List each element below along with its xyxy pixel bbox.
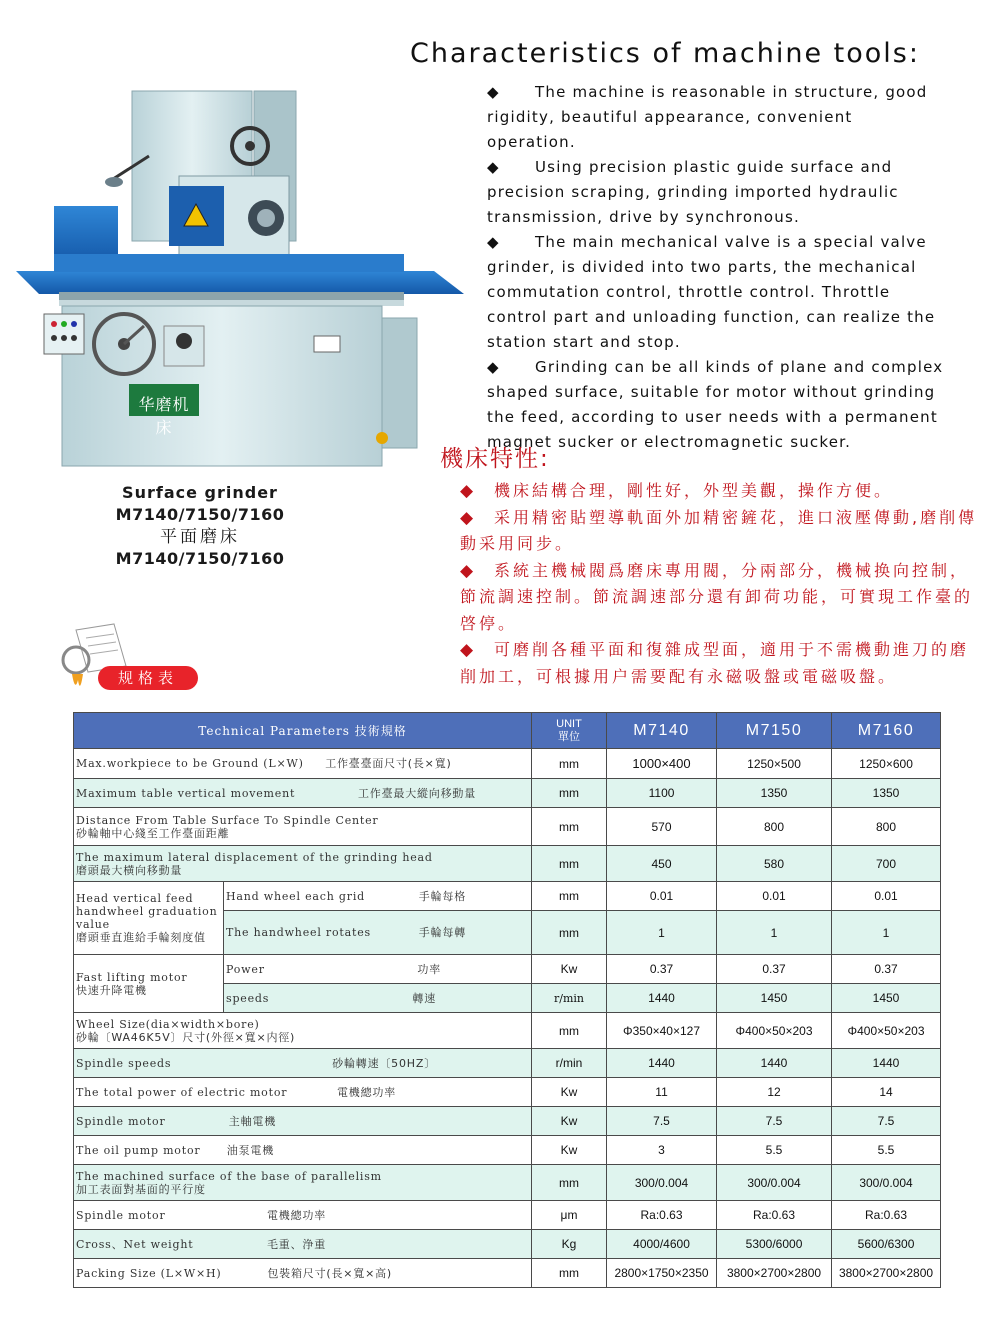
unit-cell: mm — [532, 749, 607, 779]
unit-cell: Kw — [532, 955, 607, 984]
value-cell: 1100 — [607, 779, 717, 808]
value-cell: Ra:0.63 — [607, 1201, 717, 1230]
table-row — [74, 1201, 941, 1230]
table-row — [74, 955, 941, 984]
unit-cell: mm — [532, 1259, 607, 1288]
table-row — [74, 846, 941, 882]
control-panel — [44, 314, 84, 354]
table-row — [74, 1107, 941, 1136]
unit-cell: mm — [532, 1165, 607, 1201]
unit-cell: Kw — [532, 1078, 607, 1107]
table-row — [74, 1230, 941, 1259]
diamond-bullet-icon: ◆ — [487, 233, 500, 251]
param-sub-cell: Hand wheel each grid 手輪每格 — [224, 882, 532, 911]
value-cell: 300/0.004 — [717, 1165, 832, 1201]
caption-model-cn: M7140/7150/7160 — [115, 549, 285, 568]
unit-cell: mm — [532, 911, 607, 955]
value-cell: 580 — [717, 846, 832, 882]
characteristics-item: ◆ Grinding can be all kinds of plane and complex shaped surface, suitable for motor without grinding the feed, according to user needs with a permanent magnet sucker or electromagnetic sucker. — [487, 355, 947, 455]
value-cell: 800 — [717, 808, 832, 846]
value-cell: 1440 — [717, 1049, 832, 1078]
value-cell: 5.5 — [717, 1136, 832, 1165]
param-group-cell: Fast lifting motor 快速升降電機 — [74, 955, 224, 1013]
value-cell: 800 — [832, 808, 941, 846]
value-cell: 4000/4600 — [607, 1230, 717, 1259]
value-cell: 0.37 — [832, 955, 941, 984]
value-cell: 1250×600 — [832, 749, 941, 779]
caption-model-en: M7140/7150/7160 — [115, 505, 285, 524]
table-row — [74, 882, 941, 911]
param-cell: The machined surface of the base of parallelism 加工表面對基面的平行度 — [74, 1165, 532, 1201]
spec-table-label: 规格表 — [98, 666, 198, 690]
value-cell: 5300/6000 — [717, 1230, 832, 1259]
value-cell: 3800×2700×2800 — [717, 1259, 832, 1288]
value-cell: Φ350×40×127 — [607, 1013, 717, 1049]
value-cell: 1450 — [832, 984, 941, 1013]
value-cell: 0.01 — [832, 882, 941, 911]
characteristics-list — [487, 80, 947, 455]
unit-cell: mm — [532, 808, 607, 846]
caption-title-cn: 平面磨床 — [160, 527, 240, 547]
value-cell: 0.01 — [717, 882, 832, 911]
value-cell: 0.37 — [607, 955, 717, 984]
value-cell: 7.5 — [717, 1107, 832, 1136]
value-cell: 1 — [832, 911, 941, 955]
table-row — [74, 1013, 941, 1049]
param-cell: The maximum lateral displacement of the grinding head 磨頭最大横向移動量 — [74, 846, 532, 882]
header-unit: UNIT 單位 — [532, 713, 607, 749]
header-model: M7160 — [832, 713, 941, 749]
table-row — [74, 1078, 941, 1107]
param-sub-cell: Power 功率 — [224, 955, 532, 984]
unit-cell: r/min — [532, 984, 607, 1013]
value-cell: 2800×1750×2350 — [607, 1259, 717, 1288]
value-cell: 7.5 — [832, 1107, 941, 1136]
machine-base — [62, 306, 382, 466]
diamond-bullet-icon: ◆ — [487, 158, 500, 176]
value-cell: 5600/6300 — [832, 1230, 941, 1259]
param-sub-cell: speeds 轉速 — [224, 984, 532, 1013]
characteristics-cn-item: ◆ 采用精密貼塑導軌面外加精密鏟花，進口液壓傳動,磨削傳動采用同步。 — [460, 505, 980, 558]
characteristics-item: ◆ Using precision plastic guide surface and precision scraping, grinding imported hydraulic transmission, drive by synchronous. — [487, 155, 947, 230]
characteristics-cn-list — [460, 478, 980, 690]
table-row — [74, 1165, 941, 1201]
value-cell: 1350 — [717, 779, 832, 808]
table-row — [74, 779, 941, 808]
work-table — [16, 271, 464, 294]
unit-cell: mm — [532, 1013, 607, 1049]
param-cell: Distance From Table Surface To Spindle Center 砂輪軸中心綫至工作臺面距離 — [74, 808, 532, 846]
unit-cell: mm — [532, 779, 607, 808]
param-cell: Packing Size (L×W×H) 包裝箱尺寸(長×寬×高) — [74, 1259, 532, 1288]
value-cell: 14 — [832, 1078, 941, 1107]
characteristics-cn-title: 機床特性: — [440, 446, 550, 472]
value-cell: 700 — [832, 846, 941, 882]
value-cell: Ra:0.63 — [717, 1201, 832, 1230]
param-cell: Spindle motor 主軸電機 — [74, 1107, 532, 1136]
value-cell: 1 — [607, 911, 717, 955]
param-cell: The oil pump motor 油泵電機 — [74, 1136, 532, 1165]
value-cell: Φ400×50×203 — [832, 1013, 941, 1049]
characteristics-cn-item: ◆ 可磨削各種平面和復雜成型面，適用于不需機動進刀的磨削加工，可根據用户需要配有永磁吸盤或電磁吸盤。 — [460, 637, 980, 690]
header-model: M7140 — [607, 713, 717, 749]
value-cell: 3 — [607, 1136, 717, 1165]
value-cell: 0.37 — [717, 955, 832, 984]
value-cell: 11 — [607, 1078, 717, 1107]
diamond-bullet-icon: ◆ — [460, 481, 477, 501]
unit-cell: Kw — [532, 1136, 607, 1165]
unit-cell: μm — [532, 1201, 607, 1230]
param-sub-cell: The handwheel rotates 手輪每轉 — [224, 911, 532, 955]
spec-table — [73, 712, 941, 1288]
param-cell: Spindle motor 電機總功率 — [74, 1201, 532, 1230]
surface-grinder-illustration — [14, 86, 466, 474]
characteristics-item: ◆ The main mechanical valve is a special valve grinder, is divided into two parts, the mechanical commutation control, throttle control. Throttle control part and unloading function, can realize the station start and stop. — [487, 230, 947, 355]
value-cell: Ra:0.63 — [832, 1201, 941, 1230]
unit-cell: Kw — [532, 1107, 607, 1136]
caption-title-en: Surface grinder — [122, 483, 278, 502]
value-cell: 1350 — [832, 779, 941, 808]
param-cell: Spindle speeds 砂輪轉速〔50HZ〕 — [74, 1049, 532, 1078]
table-row — [74, 1259, 941, 1288]
value-cell: 12 — [717, 1078, 832, 1107]
value-cell: Φ400×50×203 — [717, 1013, 832, 1049]
table-row — [74, 1049, 941, 1078]
header-param: Technical Parameters 技術規格 — [74, 713, 532, 749]
table-row — [74, 749, 941, 779]
unit-cell: mm — [532, 882, 607, 911]
product-caption — [100, 482, 300, 570]
value-cell: 3800×2700×2800 — [832, 1259, 941, 1288]
header-model: M7150 — [717, 713, 832, 749]
value-cell: 1440 — [607, 1049, 717, 1078]
diamond-bullet-icon: ◆ — [487, 83, 500, 101]
characteristics-cn-item: ◆ 機床結構合理，剛性好，外型美觀，操作方便。 — [460, 478, 980, 505]
diamond-bullet-icon: ◆ — [460, 640, 477, 660]
brand-plate-text: 华磨机床 — [138, 395, 190, 437]
value-cell: 7.5 — [607, 1107, 717, 1136]
value-cell: 1440 — [607, 984, 717, 1013]
value-cell: 300/0.004 — [832, 1165, 941, 1201]
table-row — [74, 808, 941, 846]
value-cell: 1250×500 — [717, 749, 832, 779]
value-cell: 1000×400 — [607, 749, 717, 779]
value-cell: 300/0.004 — [607, 1165, 717, 1201]
characteristics-title: Characteristics of machine tools: — [410, 38, 920, 69]
unit-cell: r/min — [532, 1049, 607, 1078]
param-cell: Wheel Size(dia×width×bore) 砂輪〔WA46K5V〕尺寸(外徑×寬×内徑) — [74, 1013, 532, 1049]
value-cell: 5.5 — [832, 1136, 941, 1165]
diamond-bullet-icon: ◆ — [460, 507, 477, 528]
value-cell: 1440 — [832, 1049, 941, 1078]
value-cell: 0.01 — [607, 882, 717, 911]
characteristics-cn-item: ◆ 系統主機械閥爲磨床專用閥，分兩部分，機械换向控制，節流調速控制。節流調速部分還有卸荷功能，可實現工作臺的啓停。 — [460, 558, 980, 638]
diamond-bullet-icon: ◆ — [460, 560, 477, 581]
characteristics-item: ◆ The machine is reasonable in structure, good rigidity, beautiful appearance, convenient operation. — [487, 80, 947, 155]
unit-cell: Kg — [532, 1230, 607, 1259]
value-cell: 570 — [607, 808, 717, 846]
value-cell: 1450 — [717, 984, 832, 1013]
diamond-bullet-icon: ◆ — [487, 358, 500, 376]
param-group-cell: Head vertical feed handwheel graduation value 磨頭垂直進給手輪刻度值 — [74, 882, 224, 955]
table-header-row — [74, 713, 941, 749]
value-cell: 1 — [717, 911, 832, 955]
param-cell: Maximum table vertical movement 工作臺最大縱向移動量 — [74, 779, 532, 808]
table-row — [74, 1136, 941, 1165]
param-cell: Max.workpiece to be Ground (L×W) 工作臺臺面尺寸(長×寬) — [74, 749, 532, 779]
unit-cell: mm — [532, 846, 607, 882]
param-cell: Cross、Net weight 毛重、浄重 — [74, 1230, 532, 1259]
param-cell: The total power of electric motor 電機總功率 — [74, 1078, 532, 1107]
value-cell: 450 — [607, 846, 717, 882]
